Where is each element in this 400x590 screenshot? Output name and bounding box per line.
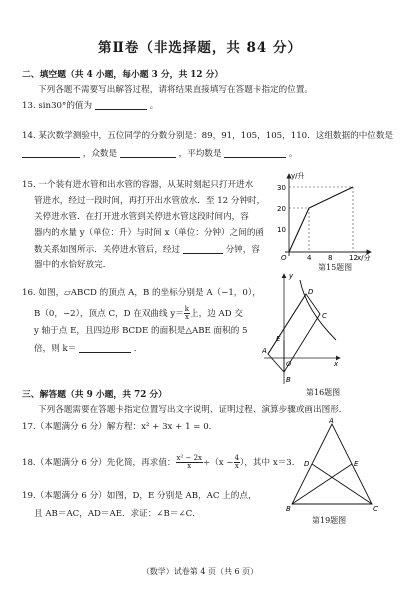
question-15-line-6: 器中的水恰好放完．	[34, 260, 112, 270]
fraction-x2-2x-over-x	[176, 455, 203, 470]
question-15-line-2: 管进水，经过一段时间，再打开出水管放水．至 12 分钟时，	[34, 196, 266, 206]
fig16-label-y: y	[289, 272, 294, 280]
fig16-label-d: D	[308, 288, 314, 296]
question-16-line-4-text: 倍，则 k＝	[34, 344, 77, 354]
fraction-denominator: x	[187, 462, 192, 470]
question-15-line-5-text: 数关系如图所示．关停进水管后，经过	[34, 245, 181, 255]
answer-blank-15[interactable]	[183, 244, 223, 254]
fig19-label-b: B	[286, 505, 291, 513]
fig19-label-d: D	[304, 460, 310, 468]
question-18	[22, 455, 300, 470]
section-3-header: 三、解答题（共 9 小题，共 72 分）	[22, 390, 167, 400]
fig15-origin: O	[281, 254, 287, 262]
figure-16-caption: 第16题图	[306, 388, 341, 397]
fig16-label-x: x	[334, 360, 339, 368]
fraction-numerator: k	[184, 305, 190, 313]
answer-blank-13[interactable]	[95, 100, 147, 110]
section-2-instruction: 下列各题不需要写出解答过程，请将结果直接填写在答题卡指定的位置。	[38, 85, 314, 95]
question-14-line-2	[22, 148, 298, 159]
question-15-line-4: 器内的水量 y（单位：升）与时间 x（单位：分钟）之间的函	[34, 228, 265, 238]
question-16-line-4	[34, 343, 142, 354]
question-15-line-1: 15. 一个装有进水管和出水管的容器，从某时刻起只打开进水	[22, 180, 254, 190]
fig15-y-label: y/升	[291, 172, 305, 180]
fig15-x-tick-4: 4	[307, 254, 312, 262]
question-13-end: 。	[149, 101, 159, 111]
fig16-label-origin: O	[286, 360, 292, 368]
question-15-after-blank: 分钟，容	[225, 245, 260, 255]
fig16-label-c: C	[322, 312, 327, 320]
figure-19-diagram	[284, 416, 384, 514]
fraction-numerator: x² − 2x	[176, 454, 202, 462]
figure-16-diagram	[262, 270, 342, 386]
fig19-label-a: A	[329, 417, 334, 425]
page-footer: （数学）试卷第 4 页（共 6 页）	[141, 567, 259, 576]
question-13-text: 13. sin30°的值为	[22, 101, 93, 111]
answer-blank-14-mode[interactable]	[120, 148, 176, 158]
question-14-mode-text: ，众数是	[82, 149, 118, 159]
question-13	[22, 100, 158, 111]
question-18-end: ），其中 x＝3．	[240, 458, 301, 468]
section-3-instruction: 下列各题需要在答题卡指定位置写出文字说明、证明过程、演算步骤或画出图形．	[38, 405, 348, 415]
fig15-y-tick-30: 30	[277, 184, 286, 192]
fraction-numerator: 4	[234, 454, 240, 462]
answer-blank-14-median[interactable]	[22, 148, 80, 158]
section-2-header: 二、填空题（共 4 小题，每小题 3 分，共 12 分）	[22, 70, 224, 80]
question-14-end: 。	[289, 149, 298, 159]
fraction-denominator: x	[184, 313, 189, 321]
question-15-line-5	[34, 244, 260, 255]
question-16-end: ．	[133, 344, 143, 354]
fig16-label-e: E	[276, 335, 281, 343]
question-15-line-3: 关停进水管．在打开进水管到关停进水管这段时间内，容	[34, 212, 249, 222]
fig19-label-e: E	[354, 460, 359, 468]
question-16-line-2	[34, 306, 243, 321]
question-16-line-2-text: B（0，−2），顶点 C，D 在双曲线 y＝	[34, 309, 184, 319]
question-18-text: 18.（本题满分 6 分）先化简，再求值：	[22, 458, 176, 468]
question-16-line-2-end: 上，边 AD 交	[190, 309, 243, 319]
fig15-y-tick-20: 20	[277, 205, 286, 213]
figure-15-caption: 第15题图	[318, 263, 353, 272]
fig15-x-tick-8: 8	[328, 254, 333, 262]
fig15-x-label: x/分	[357, 254, 371, 262]
question-18-middle: ÷（x −	[203, 458, 234, 468]
fig19-label-c: C	[373, 505, 378, 513]
answer-blank-16[interactable]	[79, 343, 131, 353]
question-14-avg-text: ，平均数是	[178, 149, 222, 159]
question-19-line-1: 19.（本题满分 6 分）如图，D，E 分别是 AB，AC 上的点，	[22, 491, 257, 501]
question-19-line-2: 且 AB＝AC，AD＝AE．求证：∠B＝∠C．	[34, 509, 201, 519]
fig16-label-a: A	[262, 347, 267, 355]
fig15-y-tick-10: 10	[277, 226, 286, 234]
fig15-x-tick-12: 12	[349, 254, 358, 262]
question-16-line-1: 16. 如图，▱ABCD 的顶点 A，B 的坐标分别是 A（−1，0），	[22, 288, 261, 298]
question-14-line-1: 14. 某次数学测验中，五位同学的分数分别是：89，91，105，105，110．这组数据的中位数是	[22, 131, 394, 141]
fraction-denominator: x	[234, 462, 239, 470]
question-17: 17.（本题满分 6 分）解方程：x² + 3x + 1 = 0．	[22, 422, 218, 432]
page-title: 第Ⅱ卷（非选择题，共 84 分）	[97, 40, 303, 56]
question-16-line-3: y 轴于点 E，且四边形 BCDE 的面积是△ABE 面积的 5	[34, 326, 248, 336]
answer-blank-14-mean[interactable]	[224, 148, 286, 158]
figure-19-caption: 第19题图	[312, 516, 347, 525]
fig16-label-b: B	[286, 376, 291, 384]
figure-15-graph	[275, 170, 375, 262]
